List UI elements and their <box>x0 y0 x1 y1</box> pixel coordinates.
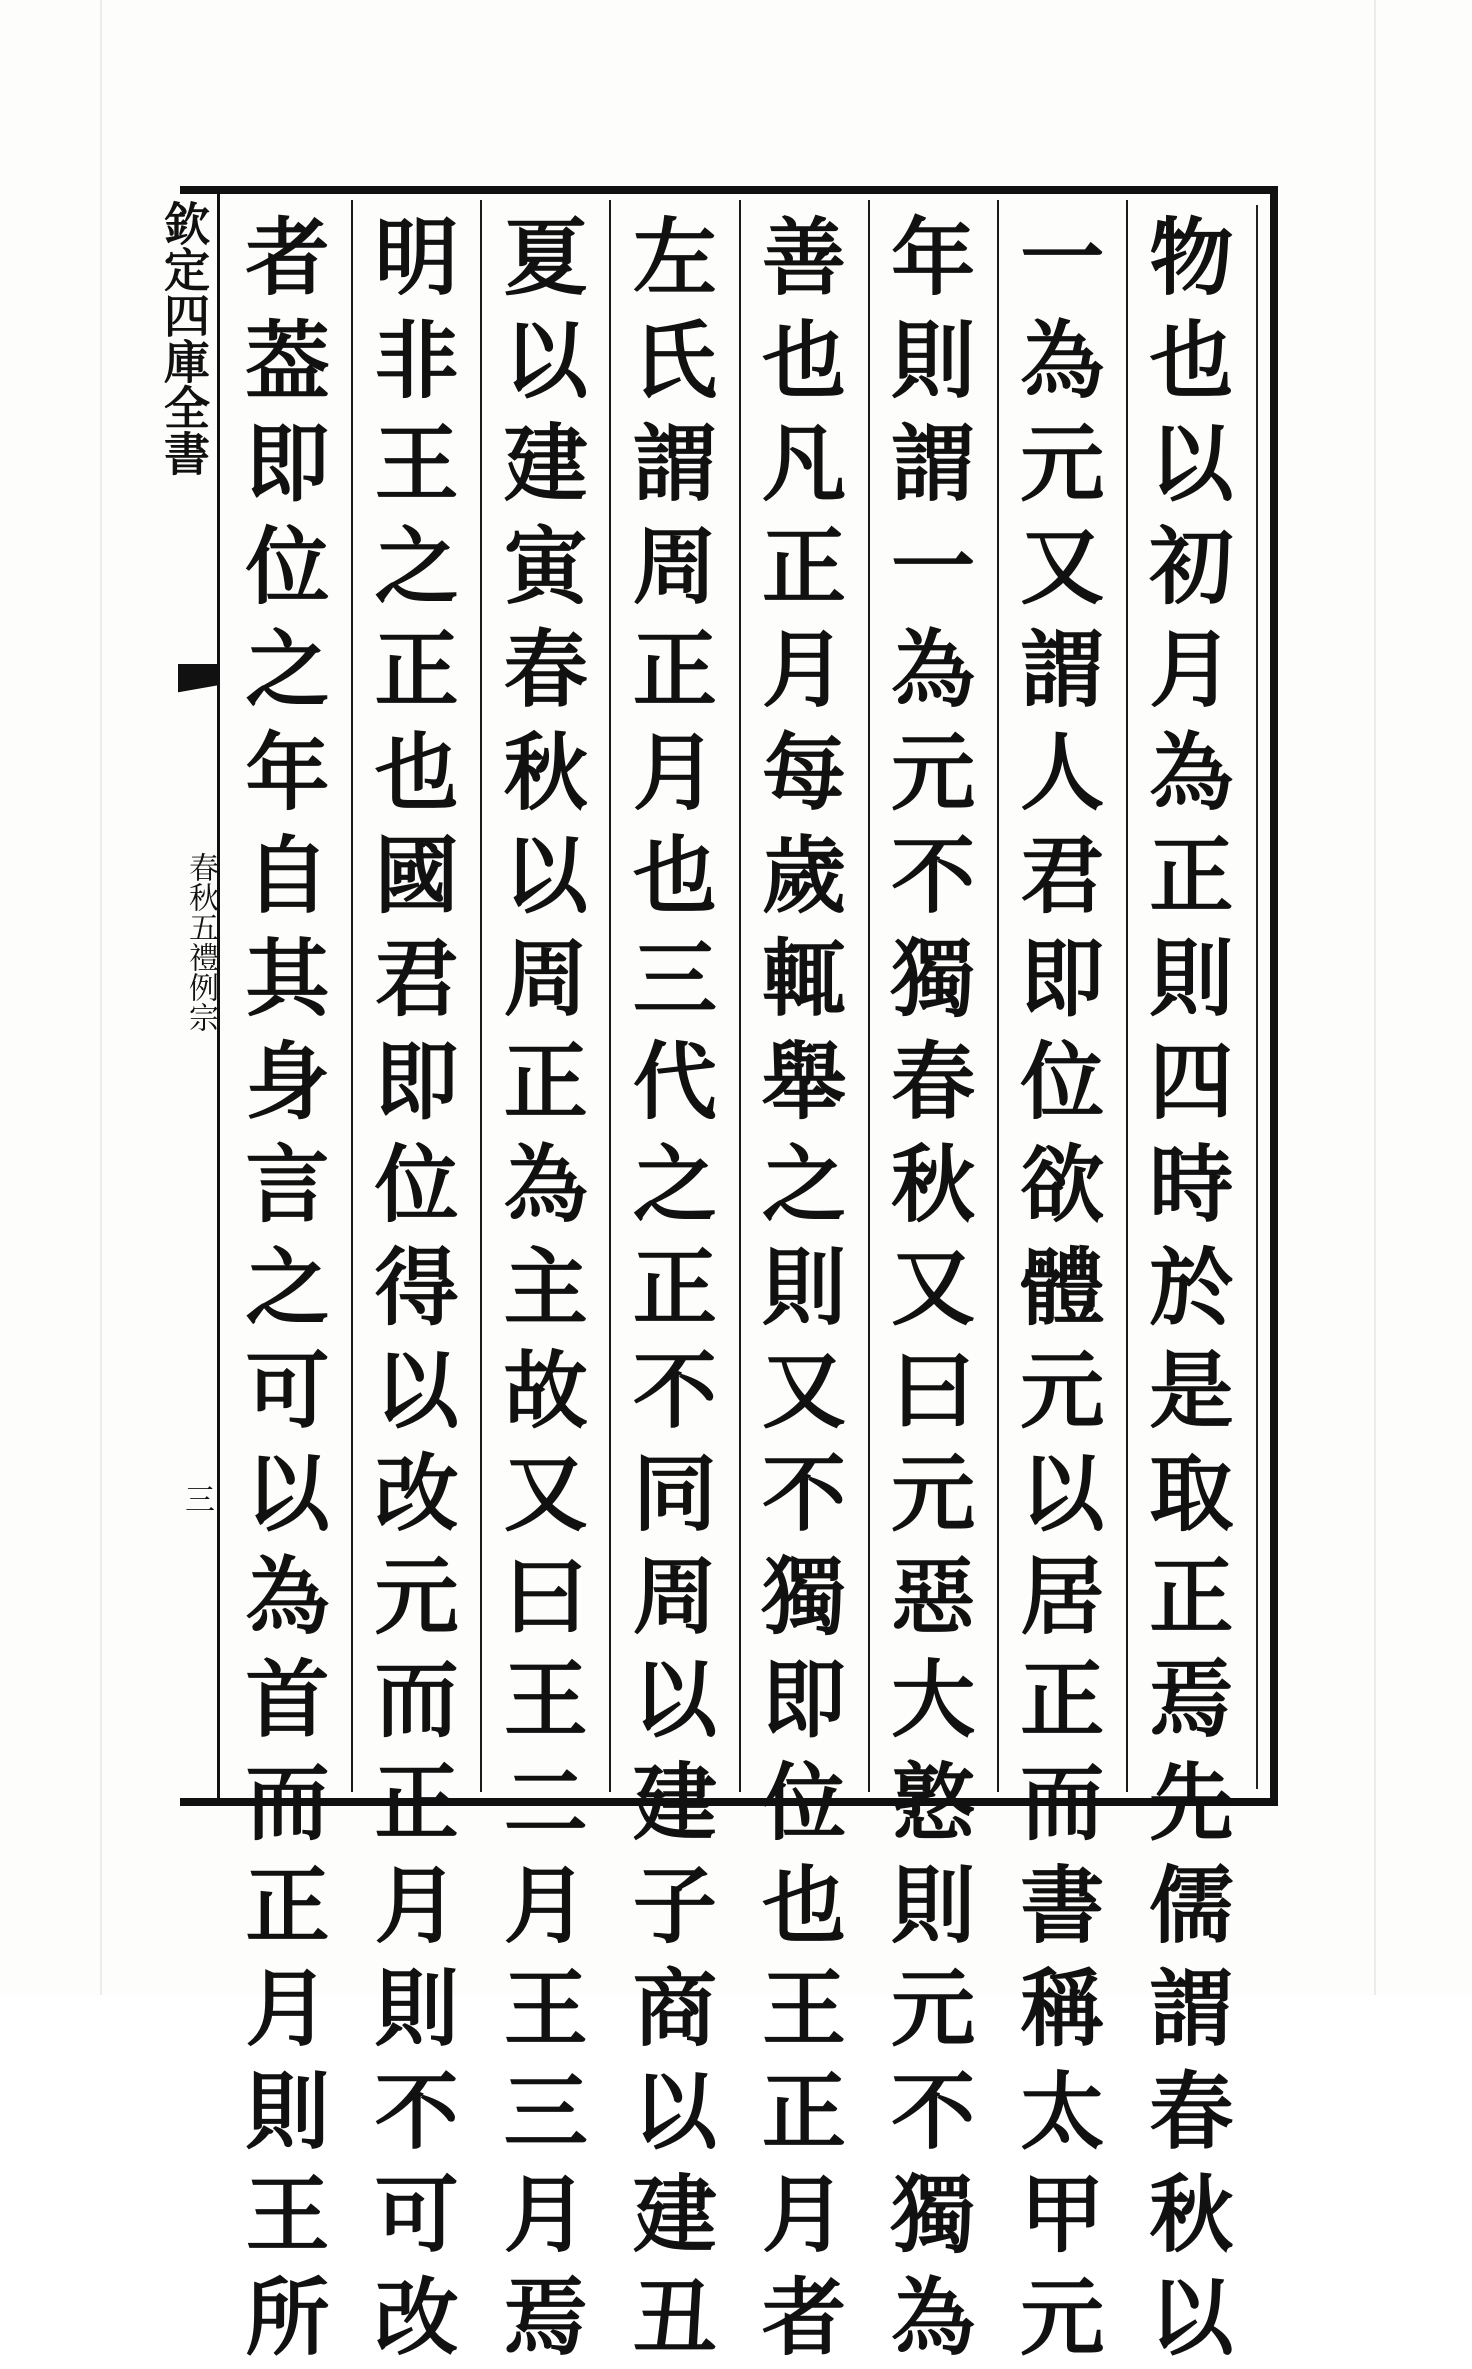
character: 人 <box>1020 723 1105 822</box>
character: 國 <box>374 826 459 925</box>
scan-edge-left <box>100 0 102 1995</box>
character: 以 <box>632 2062 717 2161</box>
character: 元 <box>1020 414 1105 513</box>
character: 正 <box>1020 1650 1105 1749</box>
character: 月 <box>374 1856 459 1955</box>
character: 秋 <box>503 723 588 822</box>
character: 而 <box>245 1753 330 1852</box>
character: 而 <box>374 1650 459 1749</box>
character: 以 <box>1149 2268 1234 2367</box>
character: 惡 <box>891 1547 976 1646</box>
character: 為 <box>245 1547 330 1646</box>
scan-edge-right <box>1374 0 1376 1995</box>
character: 一 <box>891 517 976 616</box>
character: 葢 <box>245 311 330 410</box>
character: 輒 <box>762 929 847 1028</box>
character: 年 <box>891 208 976 307</box>
character: 君 <box>374 929 459 1028</box>
character: 則 <box>374 1959 459 2058</box>
character: 而 <box>1020 1753 1105 1852</box>
character: 四 <box>1149 1032 1234 1131</box>
character: 位 <box>245 517 330 616</box>
character: 正 <box>245 1856 330 1955</box>
character: 王 <box>503 1959 588 2058</box>
character: 故 <box>503 1341 588 1440</box>
character: 改 <box>374 2268 459 2367</box>
character: 一 <box>1020 208 1105 307</box>
character: 之 <box>762 1135 847 1234</box>
character: 之 <box>245 620 330 719</box>
character: 非 <box>374 311 459 410</box>
character: 位 <box>374 1135 459 1234</box>
character: 以 <box>1020 1444 1105 1543</box>
character: 則 <box>762 1238 847 1337</box>
character: 正 <box>1149 826 1234 925</box>
character: 體 <box>1020 1238 1105 1337</box>
character: 明 <box>374 208 459 307</box>
margin-title-text: 欽定四庫全書 <box>157 200 211 476</box>
character: 時 <box>1149 1135 1234 1234</box>
character: 王 <box>245 2165 330 2264</box>
character: 歲 <box>762 826 847 925</box>
character: 不 <box>891 826 976 925</box>
character: 首 <box>245 1650 330 1749</box>
character: 焉 <box>1149 1650 1234 1749</box>
character: 以 <box>632 1650 717 1749</box>
text-column <box>611 206 739 2367</box>
character: 周 <box>632 1547 717 1646</box>
character: 建 <box>632 2165 717 2264</box>
character: 建 <box>503 414 588 513</box>
character: 又 <box>891 1238 976 1337</box>
character: 即 <box>374 1032 459 1131</box>
character: 春 <box>891 1032 976 1131</box>
character: 正 <box>762 2062 847 2161</box>
character: 秋 <box>1149 2165 1234 2264</box>
character: 三 <box>503 2062 588 2161</box>
text-column <box>353 206 481 2367</box>
character: 正 <box>503 1032 588 1131</box>
character: 則 <box>891 1856 976 1955</box>
character: 以 <box>503 826 588 925</box>
character: 正 <box>632 620 717 719</box>
character: 代 <box>632 1032 717 1131</box>
character: 則 <box>891 311 976 410</box>
character: 建 <box>632 1753 717 1852</box>
character: 元 <box>1020 2268 1105 2367</box>
character: 即 <box>762 1650 847 1749</box>
text-column <box>998 206 1126 2367</box>
character: 位 <box>1020 1032 1105 1131</box>
character: 月 <box>503 1856 588 1955</box>
character: 言 <box>245 1135 330 1234</box>
character: 位 <box>762 1753 847 1852</box>
fish-tail-mark <box>178 664 218 708</box>
character: 為 <box>891 2268 976 2367</box>
character: 也 <box>632 826 717 925</box>
character: 月 <box>762 620 847 719</box>
character: 即 <box>245 414 330 513</box>
character: 稱 <box>1020 1959 1105 2058</box>
character: 不 <box>891 2062 976 2161</box>
character: 儒 <box>1149 1856 1234 1955</box>
character: 王 <box>503 1650 588 1749</box>
character: 憝 <box>891 1753 976 1852</box>
character: 身 <box>245 1032 330 1131</box>
margin-page-number: 三 <box>185 1483 215 1518</box>
character: 同 <box>632 1444 717 1543</box>
character: 氏 <box>632 311 717 410</box>
character: 君 <box>1020 826 1105 925</box>
character: 元 <box>891 1959 976 2058</box>
character: 善 <box>762 208 847 307</box>
character: 正 <box>762 517 847 616</box>
text-column <box>1127 206 1255 2367</box>
character: 自 <box>245 826 330 925</box>
character: 則 <box>245 2062 330 2161</box>
character: 所 <box>245 2268 330 2367</box>
character: 又 <box>503 1444 588 1543</box>
character: 舉 <box>762 1032 847 1131</box>
character: 月 <box>245 1959 330 2058</box>
character: 可 <box>245 1341 330 1440</box>
character: 謂 <box>632 414 717 513</box>
character: 夏 <box>503 208 588 307</box>
character: 正 <box>632 1238 717 1337</box>
frame-inner-line <box>1256 205 1258 1789</box>
text-column <box>869 206 997 2367</box>
character: 改 <box>374 1444 459 1543</box>
character: 曰 <box>891 1341 976 1440</box>
character: 以 <box>245 1444 330 1543</box>
character: 也 <box>374 723 459 822</box>
character: 也 <box>762 1856 847 1955</box>
character: 是 <box>1149 1341 1234 1440</box>
character: 子 <box>632 1856 717 1955</box>
character: 不 <box>762 1444 847 1543</box>
character: 為 <box>891 620 976 719</box>
character: 之 <box>632 1135 717 1234</box>
character: 者 <box>762 2268 847 2367</box>
character: 正 <box>1149 1547 1234 1646</box>
character: 得 <box>374 1238 459 1337</box>
character: 周 <box>632 517 717 616</box>
character: 月 <box>632 723 717 822</box>
character: 之 <box>374 517 459 616</box>
character: 也 <box>762 311 847 410</box>
character: 王 <box>762 1959 847 2058</box>
character: 獨 <box>891 929 976 1028</box>
character: 又 <box>1020 517 1105 616</box>
character: 也 <box>1149 311 1234 410</box>
character: 其 <box>245 929 330 1028</box>
character: 左 <box>632 208 717 307</box>
character: 於 <box>1149 1238 1234 1337</box>
text-column <box>482 206 610 2367</box>
character: 太 <box>1020 2062 1105 2161</box>
character: 即 <box>1020 929 1105 1028</box>
character: 月 <box>1149 620 1234 719</box>
character: 秋 <box>891 1135 976 1234</box>
character: 為 <box>1020 311 1105 410</box>
margin-title <box>157 200 216 600</box>
character: 初 <box>1149 517 1234 616</box>
character: 謂 <box>891 414 976 513</box>
character: 不 <box>632 1341 717 1440</box>
character: 以 <box>503 311 588 410</box>
character: 欲 <box>1020 1135 1105 1234</box>
character: 元 <box>891 1444 976 1543</box>
character: 則 <box>1149 929 1234 1028</box>
margin-subtitle <box>180 852 220 1032</box>
character: 大 <box>891 1650 976 1749</box>
character: 可 <box>374 2165 459 2264</box>
character: 先 <box>1149 1753 1234 1852</box>
character: 謂 <box>1149 1959 1234 2058</box>
character: 元 <box>891 723 976 822</box>
margin-subtitle-text: 春秋五禮例宗 <box>183 852 218 1032</box>
character: 不 <box>374 2062 459 2161</box>
character: 三 <box>632 929 717 1028</box>
character: 焉 <box>503 2268 588 2367</box>
character: 元 <box>374 1547 459 1646</box>
character: 獨 <box>891 2165 976 2264</box>
character: 正 <box>374 620 459 719</box>
text-column <box>740 206 868 2367</box>
character: 者 <box>245 208 330 307</box>
character: 以 <box>374 1341 459 1440</box>
character: 為 <box>1149 723 1234 822</box>
character: 獨 <box>762 1547 847 1646</box>
character: 書 <box>1020 1856 1105 1955</box>
character: 居 <box>1020 1547 1105 1646</box>
character: 謂 <box>1020 620 1105 719</box>
character: 二 <box>503 1753 588 1852</box>
character: 丑 <box>632 2268 717 2367</box>
character: 甲 <box>1020 2165 1105 2264</box>
character: 周 <box>503 929 588 1028</box>
character: 又 <box>762 1341 847 1440</box>
character: 為 <box>503 1135 588 1234</box>
character: 之 <box>245 1238 330 1337</box>
character: 月 <box>762 2165 847 2264</box>
character: 月 <box>503 2165 588 2264</box>
character: 春 <box>503 620 588 719</box>
character: 元 <box>1020 1341 1105 1440</box>
character: 曰 <box>503 1547 588 1646</box>
character: 主 <box>503 1238 588 1337</box>
character: 商 <box>632 1959 717 2058</box>
text-column <box>224 206 352 2367</box>
character: 取 <box>1149 1444 1234 1543</box>
character: 以 <box>1149 414 1234 513</box>
character: 物 <box>1149 208 1234 307</box>
character: 王 <box>374 414 459 513</box>
character: 凡 <box>762 414 847 513</box>
character: 年 <box>245 723 330 822</box>
character: 正 <box>374 1753 459 1852</box>
character: 春 <box>1149 2062 1234 2161</box>
text-columns <box>223 200 1256 2367</box>
character: 每 <box>762 723 847 822</box>
character: 寅 <box>503 517 588 616</box>
